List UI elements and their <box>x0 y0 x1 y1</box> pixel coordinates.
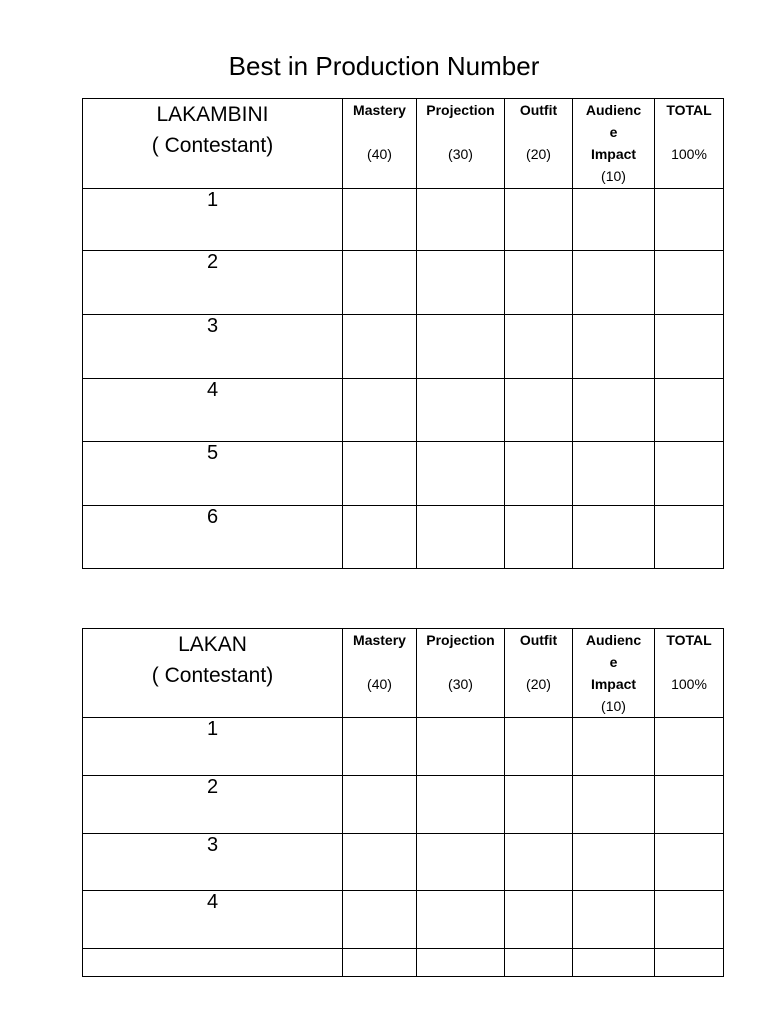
table-row <box>83 718 724 776</box>
lakan-score-table <box>82 628 724 977</box>
score-cell-projection[interactable] <box>417 379 505 442</box>
score-cell-total[interactable] <box>655 379 724 442</box>
table-row <box>83 379 724 442</box>
score-cell-projection[interactable] <box>417 251 505 315</box>
lakambini-score-table <box>82 98 724 569</box>
score-cell-total[interactable] <box>655 315 724 379</box>
criterion-weight: (10) <box>601 698 626 714</box>
table-row <box>83 834 724 891</box>
criterion-name: Projection <box>426 102 495 118</box>
score-cell-outfit[interactable] <box>505 315 573 379</box>
criterion-weight: (10) <box>601 168 626 184</box>
score-cell-total[interactable] <box>655 718 724 776</box>
table-row <box>83 251 724 315</box>
page-title: Best in Production Number <box>228 51 540 81</box>
score-cell-total[interactable] <box>655 251 724 315</box>
score-cell-total[interactable] <box>655 949 724 977</box>
score-cell-mastery[interactable] <box>343 718 417 776</box>
criterion-weight: (20) <box>526 676 551 692</box>
contestant-number: 1 <box>83 718 343 776</box>
score-cell-outfit[interactable] <box>505 718 573 776</box>
criterion-name: Outfit <box>519 102 558 118</box>
table-row <box>83 506 724 569</box>
score-cell-mastery[interactable] <box>343 189 417 251</box>
criterion-weight: (30) <box>448 146 473 162</box>
score-cell-total[interactable] <box>655 442 724 506</box>
score-cell-audience-impact[interactable] <box>573 315 655 379</box>
criterion-weight: 100% <box>671 676 707 692</box>
score-cell-audience-impact[interactable] <box>573 379 655 442</box>
contestant-column-header <box>83 629 343 718</box>
score-cell-mastery[interactable] <box>343 442 417 506</box>
contestant-number: 2 <box>83 776 343 834</box>
score-cell-mastery[interactable] <box>343 891 417 949</box>
criterion-header-mastery <box>343 629 417 718</box>
score-cell-projection[interactable] <box>417 891 505 949</box>
criterion-header-mastery <box>343 99 417 189</box>
group-subheading: ( Contestant) <box>151 664 274 687</box>
group-heading: LAKAN <box>178 633 247 656</box>
contestant-number <box>83 949 343 977</box>
table-row <box>83 949 724 977</box>
criterion-header-projection <box>417 99 505 189</box>
score-cell-projection[interactable] <box>417 315 505 379</box>
score-cell-mastery[interactable] <box>343 506 417 569</box>
score-cell-mastery[interactable] <box>343 379 417 442</box>
score-cell-projection[interactable] <box>417 949 505 977</box>
criterion-header-audience-impact <box>573 629 655 718</box>
criterion-weight: (40) <box>367 146 392 162</box>
group-heading: LAKAMBINI <box>156 103 269 126</box>
score-cell-audience-impact[interactable] <box>573 251 655 315</box>
score-cell-audience-impact[interactable] <box>573 718 655 776</box>
score-cell-projection[interactable] <box>417 442 505 506</box>
criterion-name: Mastery <box>353 632 406 648</box>
score-cell-outfit[interactable] <box>505 506 573 569</box>
criterion-header-projection <box>417 629 505 718</box>
score-cell-audience-impact[interactable] <box>573 949 655 977</box>
criterion-header-total <box>655 629 724 718</box>
group-subheading: ( Contestant) <box>151 134 274 157</box>
score-cell-audience-impact[interactable] <box>573 442 655 506</box>
score-cell-projection[interactable] <box>417 718 505 776</box>
contestant-number: 5 <box>83 442 343 506</box>
contestant-column-header <box>83 99 343 189</box>
criterion-weight: (40) <box>367 676 392 692</box>
score-cell-outfit[interactable] <box>505 949 573 977</box>
contestant-number: 4 <box>83 379 343 442</box>
contestant-number: 1 <box>83 189 343 251</box>
contestant-number: 2 <box>83 251 343 315</box>
criterion-name: Projection <box>426 632 495 648</box>
header-row <box>83 629 724 718</box>
score-cell-mastery[interactable] <box>343 315 417 379</box>
score-cell-mastery[interactable] <box>343 834 417 891</box>
criterion-name: Mastery <box>353 102 406 118</box>
score-cell-projection[interactable] <box>417 776 505 834</box>
criterion-name: Audienc e Impact <box>585 102 642 162</box>
score-cell-projection[interactable] <box>417 506 505 569</box>
criterion-weight: 100% <box>671 146 707 162</box>
score-cell-mastery[interactable] <box>343 776 417 834</box>
criterion-header-outfit <box>505 629 573 718</box>
criterion-name: TOTAL <box>666 102 712 118</box>
criterion-name: Outfit <box>519 632 558 648</box>
score-cell-total[interactable] <box>655 776 724 834</box>
score-cell-total[interactable] <box>655 891 724 949</box>
score-cell-total[interactable] <box>655 834 724 891</box>
score-cell-audience-impact[interactable] <box>573 189 655 251</box>
score-cell-outfit[interactable] <box>505 379 573 442</box>
contestant-number: 4 <box>83 891 343 949</box>
contestant-number: 3 <box>83 834 343 891</box>
criterion-header-audience-impact <box>573 99 655 189</box>
score-cell-audience-impact[interactable] <box>573 776 655 834</box>
contestant-number: 6 <box>83 506 343 569</box>
score-cell-audience-impact[interactable] <box>573 891 655 949</box>
score-cell-projection[interactable] <box>417 834 505 891</box>
score-cell-audience-impact[interactable] <box>573 506 655 569</box>
score-cell-mastery[interactable] <box>343 251 417 315</box>
criterion-weight: (30) <box>448 676 473 692</box>
table-row <box>83 189 724 251</box>
score-cell-outfit[interactable] <box>505 834 573 891</box>
table-row <box>83 776 724 834</box>
contestant-number: 3 <box>83 315 343 379</box>
criterion-weight: (20) <box>526 146 551 162</box>
score-cell-outfit[interactable] <box>505 189 573 251</box>
criterion-header-total <box>655 99 724 189</box>
table-row <box>83 891 724 949</box>
score-cell-outfit[interactable] <box>505 251 573 315</box>
score-cell-mastery[interactable] <box>343 949 417 977</box>
header-row <box>83 99 724 189</box>
score-cell-projection[interactable] <box>417 189 505 251</box>
score-cell-total[interactable] <box>655 189 724 251</box>
table-row <box>83 315 724 379</box>
score-cell-outfit[interactable] <box>505 891 573 949</box>
criterion-header-outfit <box>505 99 573 189</box>
score-cell-outfit[interactable] <box>505 442 573 506</box>
score-cell-audience-impact[interactable] <box>573 834 655 891</box>
score-cell-total[interactable] <box>655 506 724 569</box>
table-row <box>83 442 724 506</box>
score-cell-outfit[interactable] <box>505 776 573 834</box>
criterion-name: Audienc e Impact <box>585 632 642 692</box>
criterion-name: TOTAL <box>666 632 712 648</box>
